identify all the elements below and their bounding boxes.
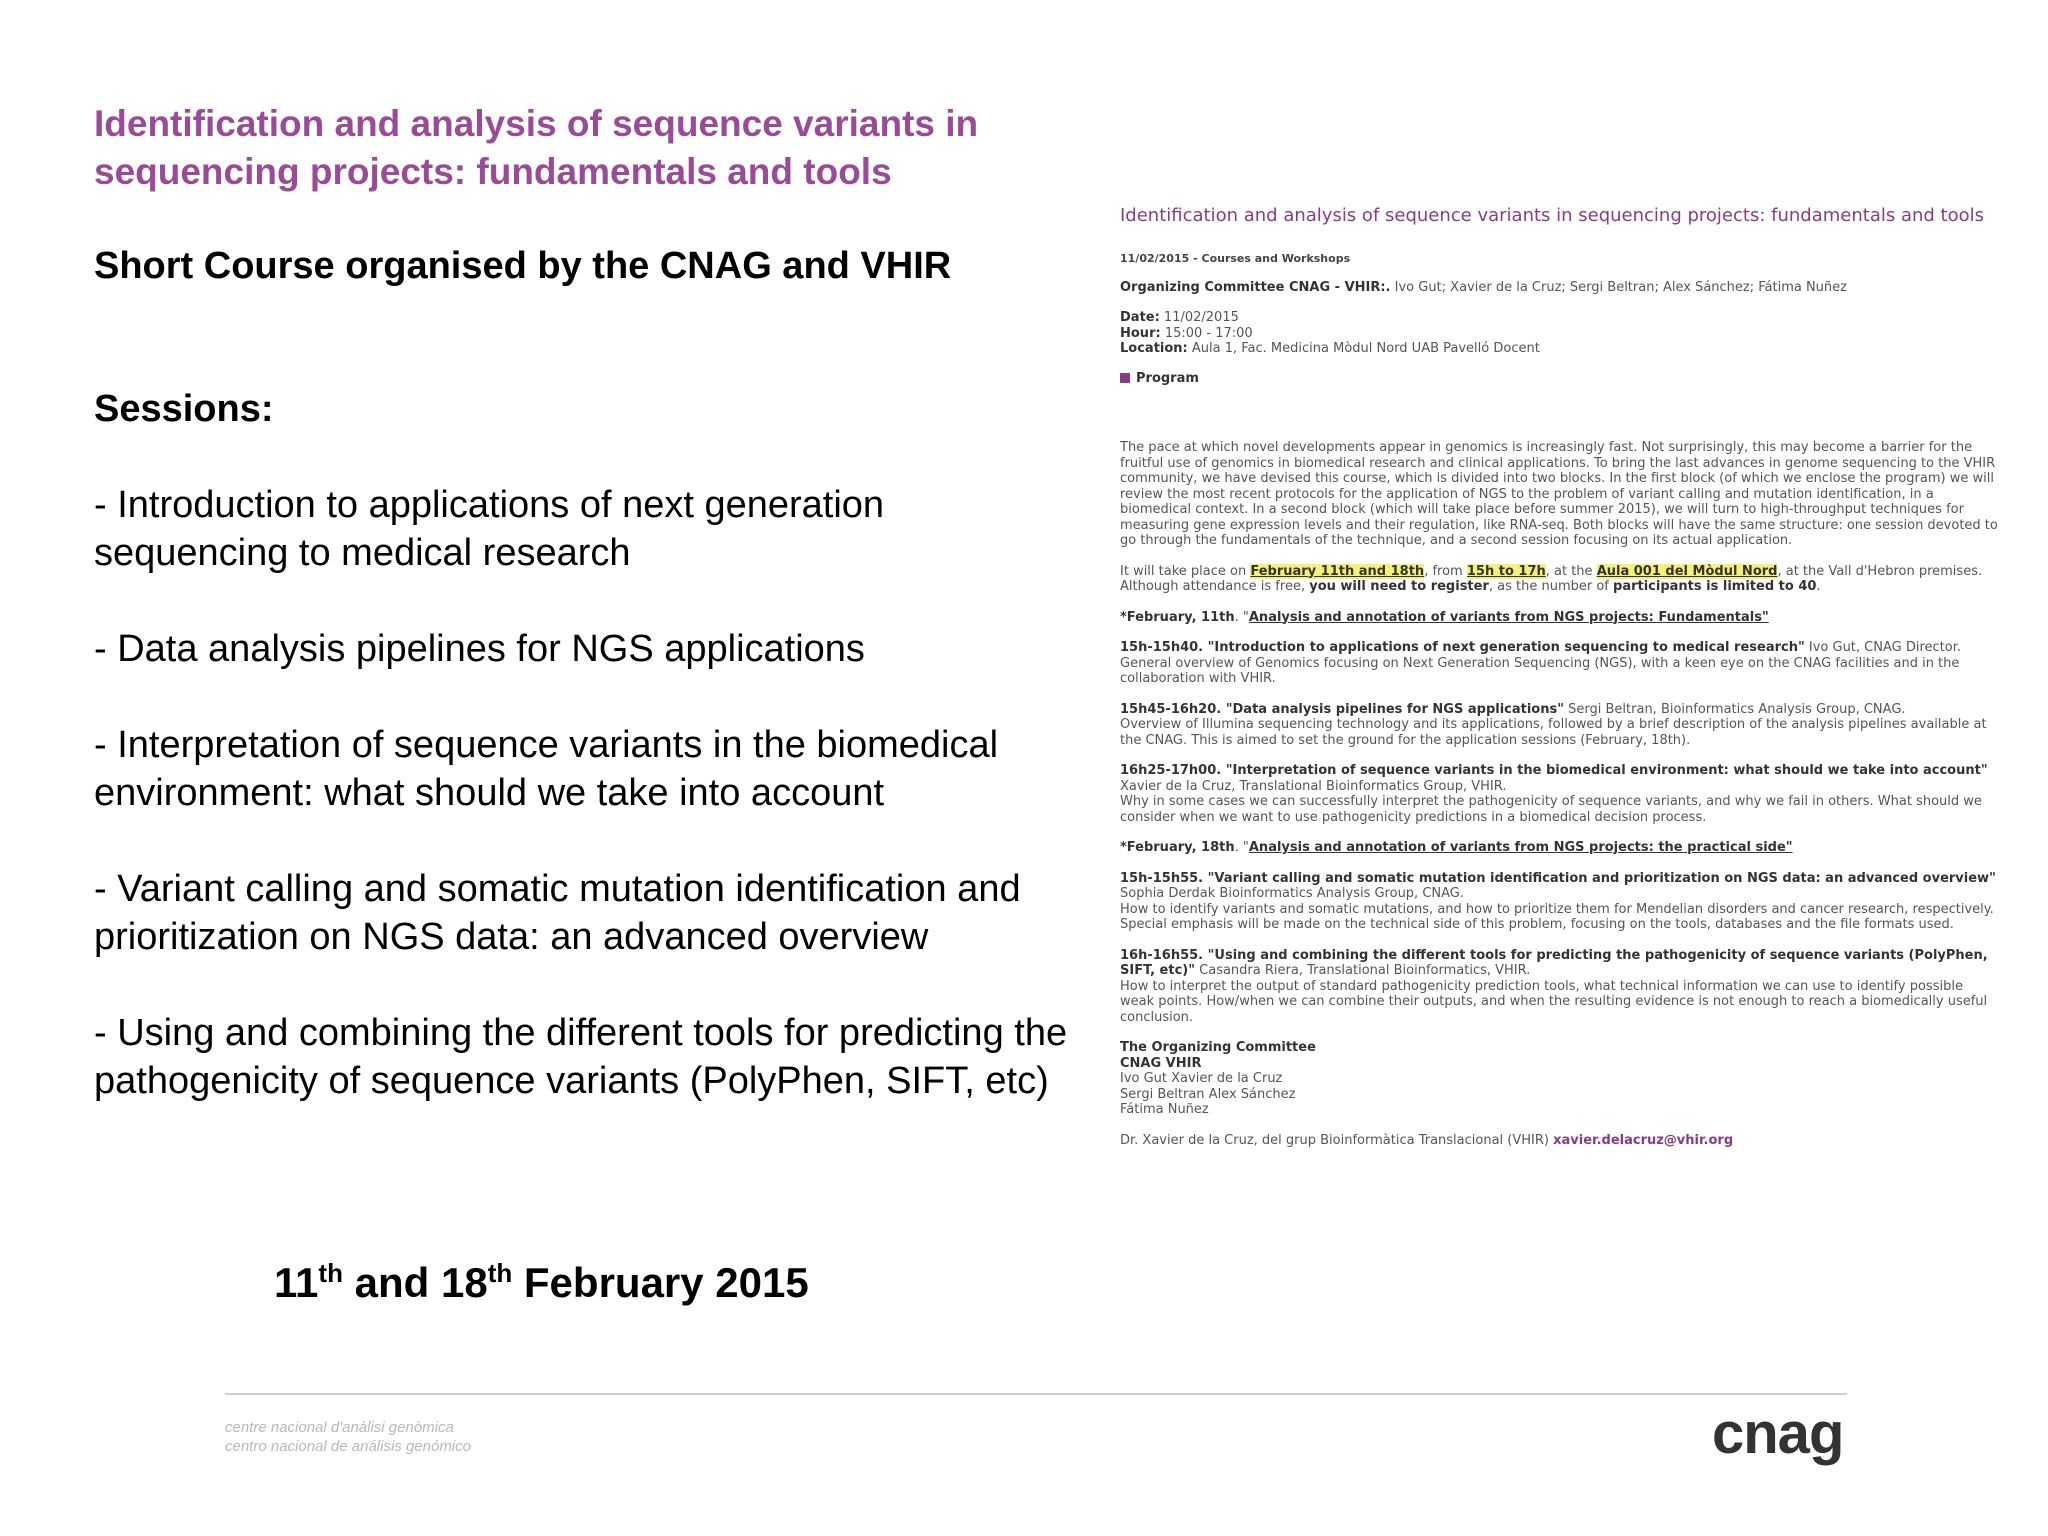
session-item: - Data analysis pipelines for NGS applications: [94, 628, 865, 670]
doc-intro: The pace at which novel developments appear in genomics is increasingly fast. Not surprisingly, this may become a barrier for the fruitful use of genomics in biomedical research and clinical applications. To bring the last advances in genome sequencing to the VHIR community, we have devised this course, which is divided into two blocks. In the first block (of which we enclose the program) we will review the most recent protocols for the application of NGS to the problem of variant calling and mutation identification, in a biomedical context. In a second block (which will take place before summer 2015), we will turn to high-throughput techniques for measuring gene expression levels and their regulation, like RNA-seq. Both blocks will have the same structure: one session devoted to go through the fundamentals of the technique, and a second session focusing on its actual application.: [1120, 440, 1998, 548]
doc-session-2: 15h45-16h20. "Data analysis pipelines for NGS applications" Sergi Beltran, Bioinformatics Analysis Group, CNAG. Overview of Illumina sequencing technology and its applications, followed by a brief description of the analysis pipelines available at the CNAG. This is aimed to set the ground for the application sessions (February, 18th).: [1120, 701, 1987, 748]
course-webpage-screenshot: [1120, 205, 2000, 1163]
sessions-heading: Sessions:: [94, 388, 274, 430]
doc-day2: *February, 18th. "Analysis and annotation of variants from NGS projects: the practical side": [1120, 840, 1793, 855]
contact-email-link[interactable]: xavier.delacruz@vhir.org: [1553, 1132, 1734, 1148]
doc-session-4: 15h-15h55. "Variant calling and somatic mutation identification and prioritization on NGS data: an advanced overview" Sophia Derdak Bioinformatics Analysis Group, CNAG. How to identify variants and somatic mutations, and how to prioritize them for Mendelian disorders and cancer research, respectively. Special emphasis will be made on the technical side of this problem, focusing on the tools, databases and the file formats used.: [1120, 870, 1996, 932]
slide-title: Identification and analysis of sequence variants in sequencing projects: fundamentals and tools: [94, 103, 979, 192]
doc-session-5: 16h-16h55. "Using and combining the different tools for predicting the pathogenicity of sequence variants (PolyPhen, SIFT, etc)" Casandra Riera, Translational Bioinformatics, VHIR. How to interpret the output of standard pathogenicity prediction tools, what technical information we can use to identify possible weak points. How/when we can combine their outputs, and when the resulting evidence is not enough to reach a biomedically useful conclusion.: [1120, 947, 1988, 1025]
doc-session-1: 15h-15h40. "Introduction to applications of next generation sequencing to medical research" Ivo Gut, CNAG Director. General overview of Genomics focusing on Next Generation Sequencing (NGS), with a keen eye on the CNAG facilities and in the collaboration with VHIR.: [1120, 640, 1962, 686]
course-dates: 11th and 18th February 2015: [274, 1258, 809, 1306]
slide-subtitle: Short Course organised by the CNAG and VHIR: [94, 245, 952, 287]
doc-date-line: 11/02/2015 - Courses and Workshops: [1120, 252, 1351, 265]
doc-committee: Organizing Committee CNAG - VHIR:. Ivo Gut; Xavier de la Cruz; Sergi Beltran; Alex Sánchez; Fátima Nuñez: [1120, 279, 1847, 295]
footer-org-name: centre nacional d'anàlisi genòmica centro nacional de análisis genómico: [225, 1419, 471, 1455]
doc-place: It will take place on February 11th and 18th, from 15h to 17h, at the Aula 001 del Mòdul Nord, at the Vall d'Hebron premises. Although attendance is free, you will need to register, as the number of participants is limited to 40.: [1120, 563, 1983, 594]
cnag-logo: cnag: [1712, 1401, 1844, 1466]
session-item: - Introduction to applications of next generation sequencing to medical research: [94, 484, 885, 574]
day1-link[interactable]: Analysis and annotation of variants from NGS projects: Fundamentals": [1248, 609, 1769, 625]
doc-day1: *February, 11th. "Analysis and annotation of variants from NGS projects: Fundamentals": [1120, 609, 1769, 625]
session-item: - Variant calling and somatic mutation identification and prioritization on NGS data: an advanced overview: [94, 868, 1021, 958]
program-icon: [1120, 373, 1130, 383]
doc-contact: Dr. Xavier de la Cruz, del grup Bioinformàtica Translacional (VHIR) xavier.delacruz@vhir.org: [1120, 1132, 1734, 1148]
slide-left-column: [94, 100, 1084, 1105]
doc-session-3: 16h25-17h00. "Interpretation of sequence variants in the biomedical environment: what should we take into account" Xavier de la Cruz, Translational Bioinformatics Group, VHIR. Why in some cases we can successfully interpret the pathogenicity of sequence variants, and why we fail in others. What should we consider when we want to use pathogenicity predictions in a biomedical decision process.: [1120, 763, 1988, 825]
doc-date: Date: 11/02/2015: [1120, 310, 1239, 325]
doc-hour: Hour: 15:00 - 17:00: [1120, 325, 1253, 341]
doc-location: Location: Aula 1, Fac. Medicina Mòdul Nord UAB Pavelló Docent: [1120, 341, 1540, 356]
doc-title: Identification and analysis of sequence variants in sequencing projects: fundamentals and tools: [1120, 205, 1984, 226]
session-item: - Interpretation of sequence variants in the biomedical environment: what should we take into account: [94, 724, 999, 814]
session-item: - Using and combining the different tools for predicting the pathogenicity of sequence variants (PolyPhen, SIFT, etc): [94, 1012, 1068, 1102]
doc-organizers: The Organizing Committee CNAG VHIR Ivo Gut Xavier de la Cruz Sergi Beltran Alex Sánchez Fátima Nuñez: [1120, 1040, 1316, 1117]
day2-link[interactable]: Analysis and annotation of variants from NGS projects: the practical side": [1248, 840, 1793, 855]
footer-divider: [225, 1393, 1847, 1395]
program-link[interactable]: Program: [1120, 371, 2000, 387]
